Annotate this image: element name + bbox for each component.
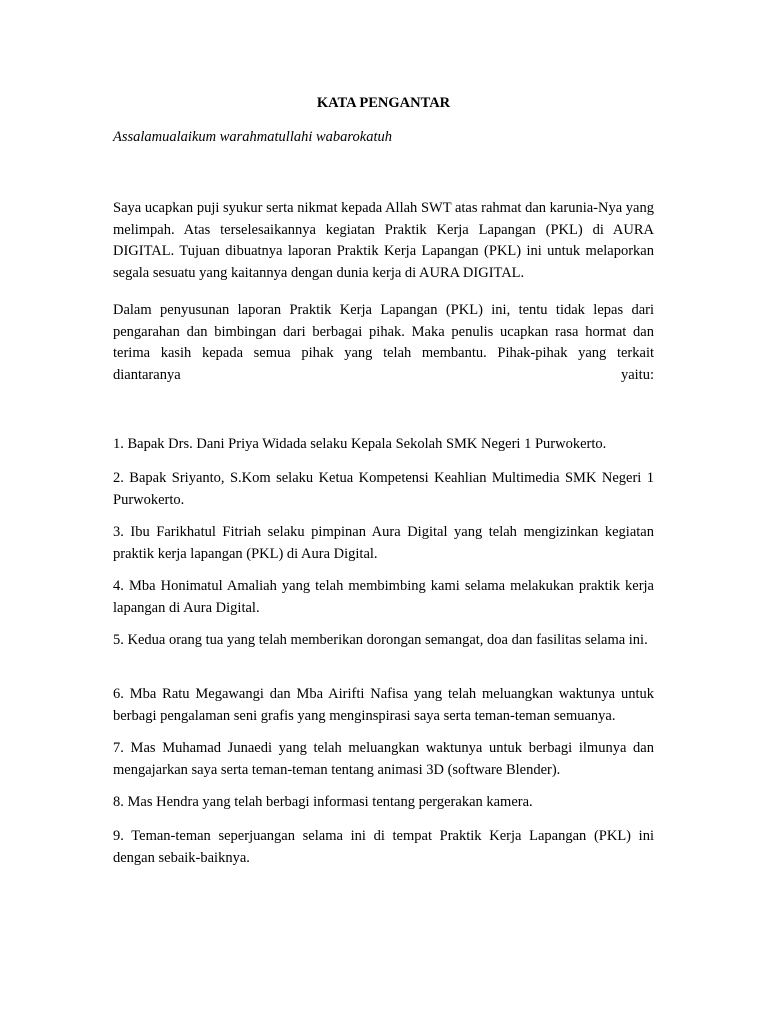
list-item: 3. Ibu Farikhatul Fitriah selaku pimpinan Aura Digital yang telah mengizinkan kegiatan praktik kerja lapangan (PKL) di Aura Digital. [113,524,654,562]
list-item: 1. Bapak Drs. Dani Priya Widada selaku Kepala Sekolah SMK Negeri 1 Purwokerto. [113,436,607,452]
greeting: Assalamualaikum warahmatullahi wabarokatuh [113,129,392,145]
list-item: 2. Bapak Sriyanto, S.Kom selaku Ketua Kompetensi Keahlian Multimedia SMK Negeri 1 Purwokerto. [113,470,654,508]
document-title: KATA PENGANTAR [316,95,451,111]
list-item: 6. Mba Ratu Megawangi dan Mba Airifti Nafisa yang telah meluangkan waktunya untuk berbagi pengalaman seni grafis yang menginspirasi saya serta teman-teman semuanya. [113,686,654,724]
paragraph-intro: Saya ucapkan puji syukur serta nikmat kepada Allah SWT atas rahmat dan karunia-Nya yang melimpah. Atas terselesaikannya kegiatan Praktik Kerja Lapangan (PKL) di AURA DIGITAL. Tujuan dibuatnya laporan Praktik Kerja Lapangan (PKL) ini untuk melaporkan segala sesuatu yang kaitannya dengan dunia kerja di AURA DIGITAL. [113,200,654,281]
list-item: 4. Mba Honimatul Amaliah yang telah membimbing kami selama melakukan praktik kerja lapangan di Aura Digital. [113,578,654,616]
list-item: 8. Mas Hendra yang telah berbagi informasi tentang pergerakan kamera. [113,794,533,810]
list-item: 5. Kedua orang tua yang telah memberikan dorongan semangat, doa dan fasilitas selama ini. [113,632,648,648]
list-item: 7. Mas Muhamad Junaedi yang telah meluangkan waktunya untuk berbagi ilmunya dan mengajarkan saya serta teman-teman tentang animasi 3D (software Blender). [113,740,654,778]
list-item: 9. Teman-teman seperjuangan selama ini di tempat Praktik Kerja Lapangan (PKL) ini dengan sebaik-baiknya. [113,828,654,866]
paragraph-acknowledgement: Dalam penyusunan laporan Praktik Kerja Lapangan (PKL) ini, tentu tidak lepas dari pengarahan dan bimbingan dari berbagai pihak. Maka penulis ucapkan rasa hormat dan terima kasih kepada semua pihak yang telah membantu. Pihak-pihak yang terkait diantaranya yaitu: [113,302,654,383]
